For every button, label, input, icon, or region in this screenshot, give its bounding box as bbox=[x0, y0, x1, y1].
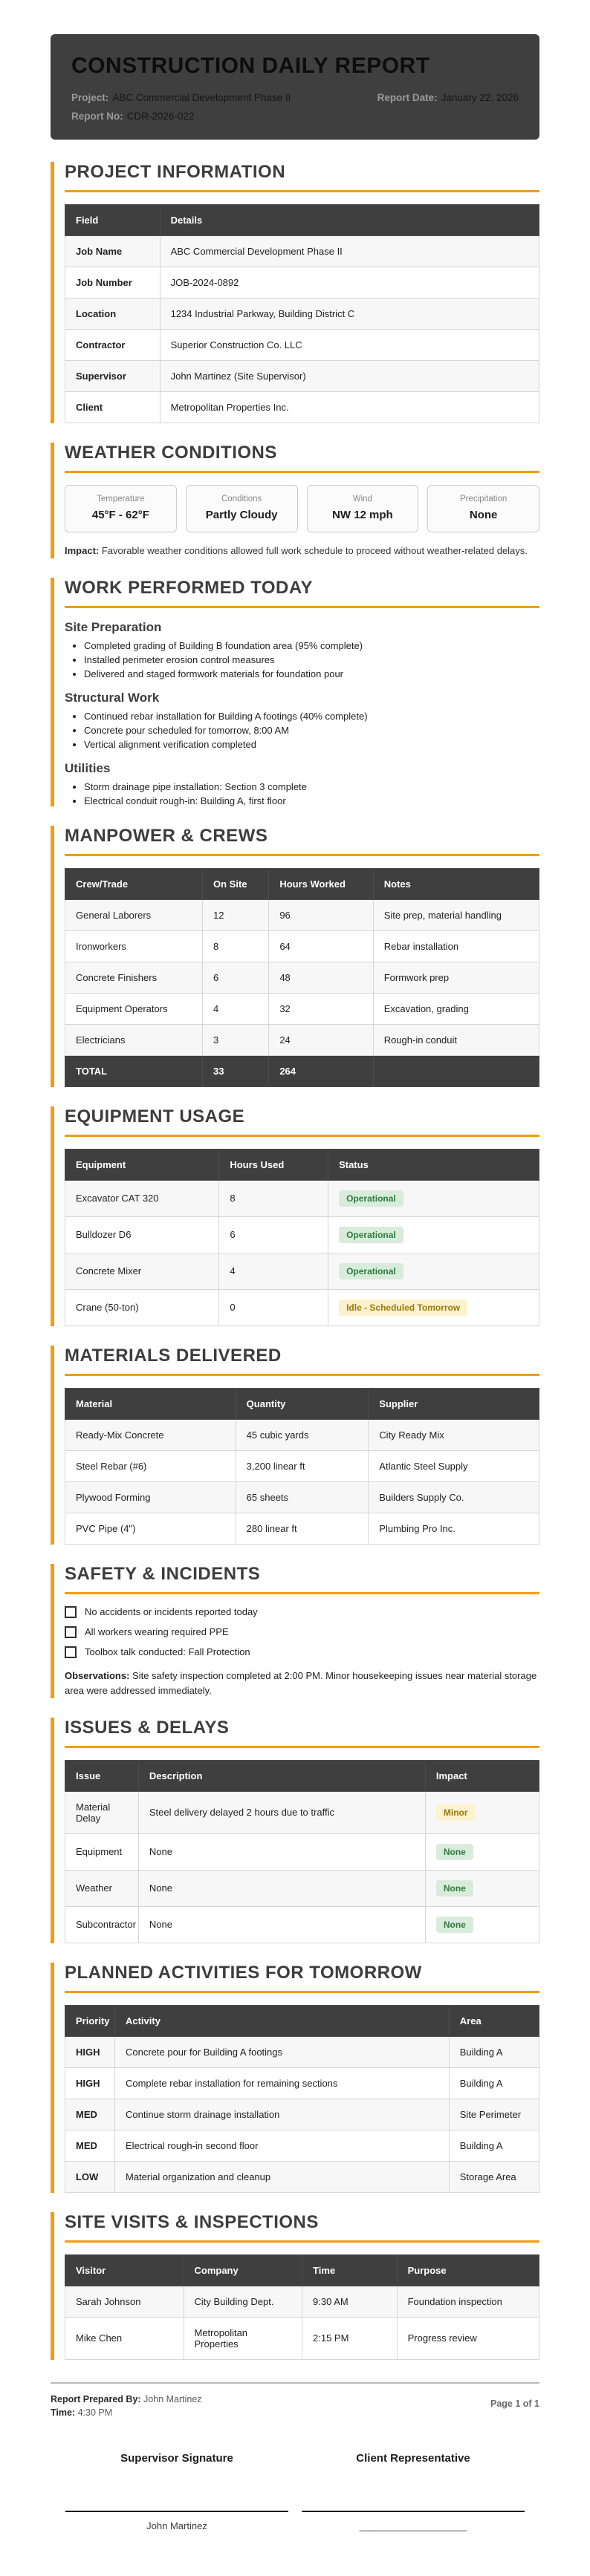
section-planned-activities bbox=[51, 1963, 539, 2193]
table-cell: Formwork prep bbox=[373, 962, 539, 993]
section-title: WORK PERFORMED TODAY bbox=[65, 578, 539, 608]
work-group-heading: Site Preparation bbox=[65, 619, 162, 634]
section-title: PLANNED ACTIVITIES FOR TOMORROW bbox=[65, 1963, 539, 1993]
table-cell: Builders Supply Co. bbox=[369, 1481, 539, 1513]
prepared-by-label: Report Prepared By: bbox=[51, 2393, 141, 2404]
table-cell: Steel Rebar (#6) bbox=[65, 1450, 236, 1481]
table-cell: LOW bbox=[65, 2161, 115, 2192]
column-header: Supplier bbox=[369, 1388, 539, 1419]
weather-card-value: NW 12 mph bbox=[332, 509, 393, 521]
status-badge: Operational bbox=[339, 1227, 403, 1243]
table-cell bbox=[373, 1055, 539, 1086]
section-title: MATERIALS DELIVERED bbox=[65, 1346, 539, 1376]
table-cell: Site Perimeter bbox=[449, 2099, 539, 2130]
planned-activities-table bbox=[65, 2005, 539, 2193]
table-cell bbox=[425, 1833, 539, 1870]
table-cell: 48 bbox=[269, 962, 373, 993]
table-cell: 65 sheets bbox=[236, 1481, 369, 1513]
table-row bbox=[65, 1870, 539, 1906]
table-cell: MED bbox=[65, 2130, 115, 2161]
status-badge: Operational bbox=[339, 1190, 403, 1207]
status-badge: None bbox=[436, 1844, 473, 1860]
table-cell: 12 bbox=[203, 899, 269, 930]
supervisor-signature-block bbox=[65, 2452, 288, 2531]
observations-text: Site safety inspection completed at 2:00 PM. Minor housekeeping issues near material storage area were addressed immediately. bbox=[65, 1669, 537, 1696]
table-cell: Complete rebar installation for remaining sections bbox=[114, 2067, 449, 2099]
report-date-field bbox=[377, 92, 519, 103]
section-manpower-crews bbox=[51, 826, 539, 1087]
table-cell: Material Delay bbox=[65, 1791, 139, 1833]
table-cell: Building A bbox=[449, 2036, 539, 2067]
weather-card-label: Temperature bbox=[97, 495, 145, 503]
table-cell: Weather bbox=[65, 1870, 139, 1906]
table-cell: 4 bbox=[219, 1253, 328, 1289]
column-header: Company bbox=[184, 2254, 302, 2286]
table-cell: 280 linear ft bbox=[236, 1513, 369, 1544]
safety-checklist bbox=[65, 1606, 539, 1658]
table-cell: Electrical rough-in second floor bbox=[114, 2130, 449, 2161]
table-cell: Material organization and cleanup bbox=[114, 2161, 449, 2192]
checkbox[interactable] bbox=[65, 1606, 77, 1618]
table-cell: Mike Chen bbox=[65, 2317, 184, 2359]
table-cell: Plumbing Pro Inc. bbox=[369, 1513, 539, 1544]
table-cell: 9:30 AM bbox=[302, 2286, 398, 2317]
report-meta-row-1 bbox=[71, 92, 519, 103]
table-cell: 0 bbox=[219, 1289, 328, 1326]
report-header bbox=[51, 34, 539, 140]
column-header: Visitor bbox=[65, 2254, 184, 2286]
column-header: Description bbox=[138, 1760, 425, 1791]
table-cell: Foundation inspection bbox=[397, 2286, 539, 2317]
table-cell: Building A bbox=[449, 2067, 539, 2099]
table-header-row bbox=[65, 2254, 539, 2286]
table-cell: John Martinez (Site Supervisor) bbox=[160, 361, 539, 392]
table-row bbox=[65, 1216, 539, 1253]
work-group-heading: Utilities bbox=[65, 760, 111, 775]
materials-table bbox=[65, 1388, 539, 1545]
bullet-item: • Electrical conduit rough-in: Building A, first floor bbox=[84, 795, 539, 806]
project-value: ABC Commercial Development Phase II bbox=[112, 92, 291, 103]
table-cell: MED bbox=[65, 2099, 115, 2130]
table-cell: 4 bbox=[203, 993, 269, 1024]
report-no-field bbox=[71, 111, 195, 122]
site-visits-table bbox=[65, 2254, 539, 2360]
table-row bbox=[65, 392, 539, 423]
table-cell: Storage Area bbox=[449, 2161, 539, 2192]
column-header: Notes bbox=[373, 868, 539, 899]
column-header: Priority bbox=[65, 2005, 115, 2036]
table-row bbox=[65, 1513, 539, 1544]
table-cell: 6 bbox=[203, 962, 269, 993]
table-row bbox=[65, 1450, 539, 1481]
table-header-row bbox=[65, 1388, 539, 1419]
table-cell: 3,200 linear ft bbox=[236, 1450, 369, 1481]
table-header-row bbox=[65, 1760, 539, 1791]
page-number: Page 1 of 1 bbox=[490, 2398, 539, 2409]
table-cell: 8 bbox=[203, 930, 269, 962]
table-row bbox=[65, 899, 539, 930]
supervisor-signature-name: John Martinez bbox=[146, 2520, 207, 2531]
table-row bbox=[65, 2317, 539, 2359]
checkbox[interactable] bbox=[65, 1646, 77, 1658]
table-cell: Sarah Johnson bbox=[65, 2286, 184, 2317]
column-header: Area bbox=[449, 2005, 539, 2036]
section-title: ISSUES & DELAYS bbox=[65, 1718, 539, 1748]
table-cell: Concrete pour for Building A footings bbox=[114, 2036, 449, 2067]
weather-impact bbox=[65, 544, 539, 558]
status-badge: Idle - Scheduled Tomorrow bbox=[339, 1300, 467, 1316]
section-title: PROJECT INFORMATION bbox=[65, 162, 539, 192]
table-row bbox=[65, 361, 539, 392]
table-cell: Site prep, material handling bbox=[373, 899, 539, 930]
client-signature-line bbox=[302, 2511, 525, 2512]
table-cell: 45 cubic yards bbox=[236, 1419, 369, 1450]
table-header-row bbox=[65, 868, 539, 899]
section-title: SITE VISITS & INSPECTIONS bbox=[65, 2212, 539, 2243]
table-cell: 24 bbox=[269, 1024, 373, 1055]
table-row bbox=[65, 299, 539, 330]
bullet-item: • Storm drainage pipe installation: Section 3 complete bbox=[84, 781, 539, 792]
column-header: Material bbox=[65, 1388, 236, 1419]
report-date-label: Report Date: bbox=[377, 92, 438, 103]
column-header: Quantity bbox=[236, 1388, 369, 1419]
column-header: Field bbox=[65, 205, 161, 236]
weather-cards bbox=[65, 485, 539, 532]
table-cell: Atlantic Steel Supply bbox=[369, 1450, 539, 1481]
table-cell: ABC Commercial Development Phase II bbox=[160, 236, 539, 267]
weather-card-value: None bbox=[469, 509, 498, 521]
weather-impact-label: Impact: bbox=[65, 545, 100, 556]
project-information-table bbox=[65, 204, 539, 423]
table-row bbox=[65, 1253, 539, 1289]
checkbox-label: Toolbox talk conducted: Fall Protection bbox=[85, 1646, 250, 1657]
table-cell bbox=[425, 1870, 539, 1906]
table-cell: Bulldozer D6 bbox=[65, 1216, 219, 1253]
bullet-item: • Concrete pour scheduled for tomorrow, 8:00 AM bbox=[84, 725, 539, 736]
table-row bbox=[65, 2099, 539, 2130]
table-row bbox=[65, 1833, 539, 1870]
table-cell: Crane (50-ton) bbox=[65, 1289, 219, 1326]
bullet-item: • Delivered and staged formwork materials for foundation pour bbox=[84, 668, 539, 679]
table-cell: General Laborers bbox=[65, 899, 203, 930]
table-row bbox=[65, 1419, 539, 1450]
report-title: CONSTRUCTION DAILY REPORT bbox=[71, 53, 430, 78]
work-group-utilities bbox=[65, 761, 539, 806]
table-cell bbox=[328, 1253, 539, 1289]
table-cell: Electricians bbox=[65, 1024, 203, 1055]
column-header: Details bbox=[160, 205, 539, 236]
status-badge: None bbox=[436, 1880, 473, 1897]
column-header: Time bbox=[302, 2254, 398, 2286]
column-header: On Site bbox=[203, 868, 269, 899]
prepared-by-line bbox=[51, 2394, 202, 2404]
table-cell: Rough-in conduit bbox=[373, 1024, 539, 1055]
weather-impact-text: Favorable weather conditions allowed full work schedule to proceed without weather-related delays. bbox=[101, 545, 528, 556]
section-equipment-usage bbox=[51, 1106, 539, 1326]
prepared-by-value: John Martinez bbox=[143, 2393, 202, 2404]
status-badge: None bbox=[436, 1917, 473, 1933]
safety-check-item bbox=[65, 1606, 539, 1618]
issues-table bbox=[65, 1760, 539, 1943]
table-cell: 64 bbox=[269, 930, 373, 962]
column-header: Hours Used bbox=[219, 1149, 328, 1180]
report-meta-row-2 bbox=[71, 111, 519, 122]
table-cell: None bbox=[138, 1906, 425, 1943]
table-cell: Contractor bbox=[65, 330, 161, 361]
table-cell: JOB-2024-0892 bbox=[160, 267, 539, 299]
table-cell: 2:15 PM bbox=[302, 2317, 398, 2359]
project-label: Project: bbox=[71, 92, 109, 103]
report-no-label: Report No: bbox=[71, 111, 123, 122]
table-cell: Superior Construction Co. LLC bbox=[160, 330, 539, 361]
table-row bbox=[65, 962, 539, 993]
column-header: Status bbox=[328, 1149, 539, 1180]
bullet-item: • Vertical alignment verification completed bbox=[84, 739, 539, 750]
table-row bbox=[65, 2067, 539, 2099]
signature-section bbox=[51, 2452, 539, 2531]
weather-card-temperature bbox=[65, 485, 177, 532]
time-label: Time: bbox=[51, 2407, 76, 2418]
table-row bbox=[65, 1180, 539, 1216]
bullet-item: • Installed perimeter erosion control measures bbox=[84, 654, 539, 665]
status-badge: Minor bbox=[436, 1804, 476, 1821]
report-footer bbox=[51, 2382, 539, 2421]
table-row bbox=[65, 993, 539, 1024]
table-cell: Location bbox=[65, 299, 161, 330]
weather-card-label: Precipitation bbox=[459, 495, 508, 503]
section-weather-conditions bbox=[51, 443, 539, 558]
table-cell: None bbox=[138, 1833, 425, 1870]
table-cell: 6 bbox=[219, 1216, 328, 1253]
table-row bbox=[65, 2286, 539, 2317]
table-row bbox=[65, 1024, 539, 1055]
weather-card-label: Wind bbox=[352, 495, 372, 503]
work-group-heading: Structural Work bbox=[65, 690, 160, 705]
client-representative-label: Client Representative bbox=[356, 2451, 470, 2465]
section-project-information bbox=[51, 162, 539, 423]
table-cell: City Building Dept. bbox=[184, 2286, 302, 2317]
table-cell: 264 bbox=[269, 1055, 373, 1086]
table-cell: PVC Pipe (4") bbox=[65, 1513, 236, 1544]
table-cell: 3 bbox=[203, 1024, 269, 1055]
safety-observations bbox=[65, 1669, 539, 1698]
table-cell: HIGH bbox=[65, 2036, 115, 2067]
table-cell: 32 bbox=[269, 993, 373, 1024]
report-no-value: CDR-2026-022 bbox=[126, 111, 195, 122]
bullet-item: • Completed grading of Building B foundation area (95% complete) bbox=[84, 640, 539, 651]
table-cell: City Ready Mix bbox=[369, 1419, 539, 1450]
table-cell: Excavation, grading bbox=[373, 993, 539, 1024]
table-cell: Subcontractor bbox=[65, 1906, 139, 1943]
section-work-performed bbox=[51, 578, 539, 806]
supervisor-signature-line bbox=[65, 2511, 288, 2512]
table-cell: Concrete Mixer bbox=[65, 1253, 219, 1289]
column-header: Issue bbox=[65, 1760, 139, 1791]
supervisor-signature-label: Supervisor Signature bbox=[120, 2451, 233, 2465]
bullet-item: • Continued rebar installation for Building A footings (40% complete) bbox=[84, 711, 539, 722]
work-group-structural-work bbox=[65, 691, 539, 750]
table-cell: Supervisor bbox=[65, 361, 161, 392]
report-date-value: January 22, 2026 bbox=[441, 92, 519, 103]
weather-card-value: 45°F - 62°F bbox=[91, 509, 149, 521]
table-row bbox=[65, 930, 539, 962]
table-row bbox=[65, 236, 539, 267]
table-cell: Steel delivery delayed 2 hours due to traffic bbox=[138, 1791, 425, 1833]
table-row bbox=[65, 1791, 539, 1833]
table-row bbox=[65, 1481, 539, 1513]
work-group-list bbox=[65, 781, 539, 806]
table-row bbox=[65, 2130, 539, 2161]
table-cell: Metropolitan Properties Inc. bbox=[160, 392, 539, 423]
table-cell: Plywood Forming bbox=[65, 1481, 236, 1513]
table-cell: Equipment bbox=[65, 1833, 139, 1870]
table-cell: 33 bbox=[203, 1055, 269, 1086]
observations-label: Observations: bbox=[65, 1669, 130, 1681]
status-badge: Operational bbox=[339, 1263, 403, 1279]
column-header: Activity bbox=[114, 2005, 449, 2036]
time-line bbox=[51, 2407, 202, 2418]
table-cell: Metropolitan Properties bbox=[184, 2317, 302, 2359]
table-cell: Rebar installation bbox=[373, 930, 539, 962]
project-field bbox=[71, 92, 291, 103]
table-cell: Continue storm drainage installation bbox=[114, 2099, 449, 2130]
table-cell: Ironworkers bbox=[65, 930, 203, 962]
section-site-visits bbox=[51, 2212, 539, 2360]
weather-card-precipitation bbox=[427, 485, 539, 532]
section-title: EQUIPMENT USAGE bbox=[65, 1106, 539, 1137]
table-cell: Equipment Operators bbox=[65, 993, 203, 1024]
weather-card-value: Partly Cloudy bbox=[205, 509, 278, 521]
table-row bbox=[65, 1289, 539, 1326]
checkbox-label: No accidents or incidents reported today bbox=[85, 1606, 258, 1617]
column-header: Purpose bbox=[397, 2254, 539, 2286]
time-value: 4:30 PM bbox=[77, 2407, 113, 2418]
column-header: Crew/Trade bbox=[65, 868, 203, 899]
weather-card-wind bbox=[307, 485, 419, 532]
table-cell: 1234 Industrial Parkway, Building District C bbox=[160, 299, 539, 330]
weather-card-label: Conditions bbox=[221, 495, 262, 503]
checkbox-label: All workers wearing required PPE bbox=[85, 1626, 229, 1637]
table-cell: 8 bbox=[219, 1180, 328, 1216]
work-group-site-preparation bbox=[65, 620, 539, 679]
client-signature-name: ____________________ bbox=[359, 2520, 467, 2531]
table-cell: Client bbox=[65, 392, 161, 423]
client-signature-block bbox=[302, 2452, 525, 2531]
table-cell: Job Name bbox=[65, 236, 161, 267]
table-row bbox=[65, 2036, 539, 2067]
section-title: WEATHER CONDITIONS bbox=[65, 443, 539, 473]
table-cell: TOTAL bbox=[65, 1055, 203, 1086]
weather-card-conditions bbox=[186, 485, 298, 532]
table-cell: Progress review bbox=[397, 2317, 539, 2359]
table-cell: Building A bbox=[449, 2130, 539, 2161]
table-cell bbox=[425, 1791, 539, 1833]
section-safety-incidents bbox=[51, 1564, 539, 1698]
table-cell: Concrete Finishers bbox=[65, 962, 203, 993]
table-header-row bbox=[65, 2005, 539, 2036]
section-title: MANPOWER & CREWS bbox=[65, 826, 539, 856]
table-header-row bbox=[65, 1149, 539, 1180]
table-cell: None bbox=[138, 1870, 425, 1906]
table-cell bbox=[328, 1180, 539, 1216]
prepared-by-block bbox=[51, 2394, 202, 2421]
column-header: Equipment bbox=[65, 1149, 219, 1180]
table-cell bbox=[328, 1289, 539, 1326]
column-header: Impact bbox=[425, 1760, 539, 1791]
table-cell: 96 bbox=[269, 899, 373, 930]
table-row bbox=[65, 1055, 539, 1086]
work-group-list bbox=[65, 711, 539, 750]
table-cell: Ready-Mix Concrete bbox=[65, 1419, 236, 1450]
table-cell: HIGH bbox=[65, 2067, 115, 2099]
work-group-list bbox=[65, 640, 539, 679]
table-cell: Excavator CAT 320 bbox=[65, 1180, 219, 1216]
equipment-table bbox=[65, 1149, 539, 1326]
manpower-table bbox=[65, 868, 539, 1087]
table-cell: Job Number bbox=[65, 267, 161, 299]
safety-check-item bbox=[65, 1646, 539, 1658]
table-row bbox=[65, 267, 539, 299]
checkbox[interactable] bbox=[65, 1626, 77, 1638]
safety-check-item bbox=[65, 1626, 539, 1638]
column-header: Hours Worked bbox=[269, 868, 373, 899]
section-issues-delays bbox=[51, 1718, 539, 1943]
table-cell bbox=[425, 1906, 539, 1943]
table-row bbox=[65, 2161, 539, 2192]
table-row bbox=[65, 330, 539, 361]
table-row bbox=[65, 1906, 539, 1943]
section-materials-delivered bbox=[51, 1346, 539, 1545]
table-header-row bbox=[65, 205, 539, 236]
section-title: SAFETY & INCIDENTS bbox=[65, 1564, 539, 1594]
table-cell bbox=[328, 1216, 539, 1253]
